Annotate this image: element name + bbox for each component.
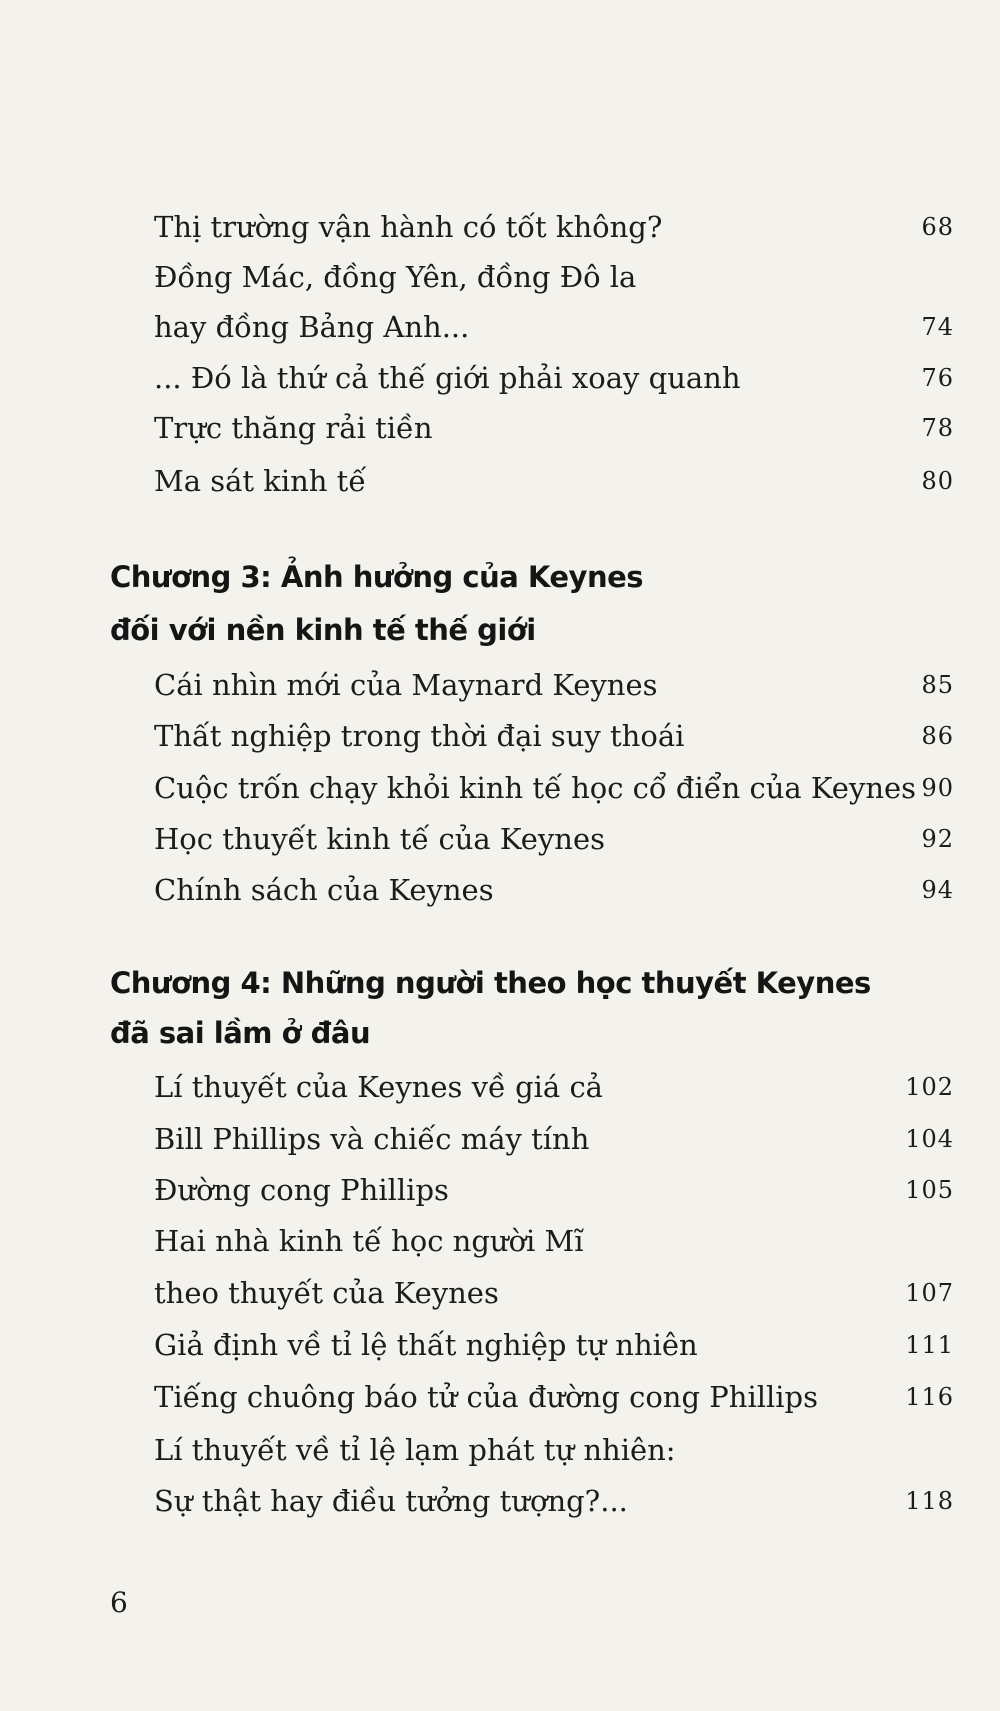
chapter-heading: đối với nền kinh tế thế giới	[110, 613, 536, 647]
entry-page: 92	[921, 825, 954, 853]
toc-entry	[154, 1114, 954, 1164]
toc-entry	[154, 1476, 954, 1526]
entry-page: 76	[921, 364, 954, 392]
entry-title: Học thuyết kinh tế của Keynes	[154, 822, 606, 856]
toc-entry	[154, 865, 954, 915]
toc-entry	[154, 1216, 954, 1266]
entry-page: 90	[921, 774, 954, 802]
toc-entry	[154, 1062, 954, 1112]
entry-title: Hai nhà kinh tế học người Mĩ	[154, 1224, 584, 1258]
entry-page: 105	[905, 1176, 954, 1204]
entry-title: Bill Phillips và chiếc máy tính	[154, 1122, 590, 1156]
toc-entry	[154, 1268, 954, 1318]
toc-entry	[154, 1425, 954, 1475]
entry-page: 78	[921, 414, 954, 442]
entry-title: Thất nghiệp trong thời đại suy thoái	[154, 719, 685, 753]
entry-page: 94	[921, 876, 954, 904]
toc-entry	[154, 456, 954, 506]
entry-page: 85	[921, 671, 954, 699]
entry-title: Đồng Mác, đồng Yên, đồng Đô la	[154, 260, 637, 294]
entry-page: 116	[905, 1383, 954, 1411]
toc-entry	[154, 202, 954, 252]
entry-title: hay đồng Bảng Anh...	[154, 310, 470, 344]
entry-page: 107	[905, 1279, 954, 1307]
entry-title: Cuộc trốn chạy khỏi kinh tế học cổ điển của Keynes	[154, 771, 917, 805]
entry-page: 86	[921, 722, 954, 750]
chapter-heading: Chương 3: Ảnh hưởng của Keynes	[110, 560, 644, 594]
toc-entry	[154, 814, 954, 864]
toc-entry	[154, 403, 954, 453]
page-number: 6	[110, 1586, 128, 1619]
chapter-heading: Chương 4: Những người theo học thuyết Keynes	[110, 966, 871, 1000]
entry-title: theo thuyết của Keynes	[154, 1276, 499, 1310]
toc-entry	[154, 1165, 954, 1215]
toc-entry	[154, 353, 954, 403]
entry-title: Cái nhìn mới của Maynard Keynes	[154, 668, 658, 702]
entry-title: Tiếng chuông báo tử của đường cong Phillips	[154, 1380, 818, 1414]
entry-title: Lí thuyết của Keynes về giá cả	[154, 1070, 603, 1104]
toc-entry	[154, 763, 954, 813]
entry-page: 68	[921, 213, 954, 241]
chapter-heading: đã sai lầm ở đâu	[110, 1016, 371, 1050]
toc-entry	[154, 1372, 954, 1422]
entry-title: Trực thăng rải tiền	[154, 411, 433, 445]
entry-title: Giả định về tỉ lệ thất nghiệp tự nhiên	[154, 1328, 698, 1362]
entry-page: 80	[921, 467, 954, 495]
entry-title: ... Đó là thứ cả thế giới phải xoay quanh	[154, 361, 741, 395]
toc-entry	[154, 252, 954, 302]
entry-title: Ma sát kinh tế	[154, 464, 367, 498]
entry-title: Thị trường vận hành có tốt không?	[154, 210, 663, 244]
entry-title: Sự thật hay điều tưởng tượng?...	[154, 1484, 628, 1518]
entry-title: Lí thuyết về tỉ lệ lạm phát tự nhiên:	[154, 1433, 676, 1467]
toc-entry	[154, 302, 954, 352]
entry-page: 104	[905, 1125, 954, 1153]
entry-page: 111	[905, 1331, 954, 1359]
entry-page: 102	[905, 1073, 954, 1101]
entry-page: 118	[905, 1487, 954, 1515]
entry-page: 74	[921, 313, 954, 341]
toc-entry	[154, 1320, 954, 1370]
toc-entry	[154, 660, 954, 710]
entry-title: Đường cong Phillips	[154, 1173, 449, 1207]
entry-title: Chính sách của Keynes	[154, 873, 494, 907]
toc-entry	[154, 711, 954, 761]
